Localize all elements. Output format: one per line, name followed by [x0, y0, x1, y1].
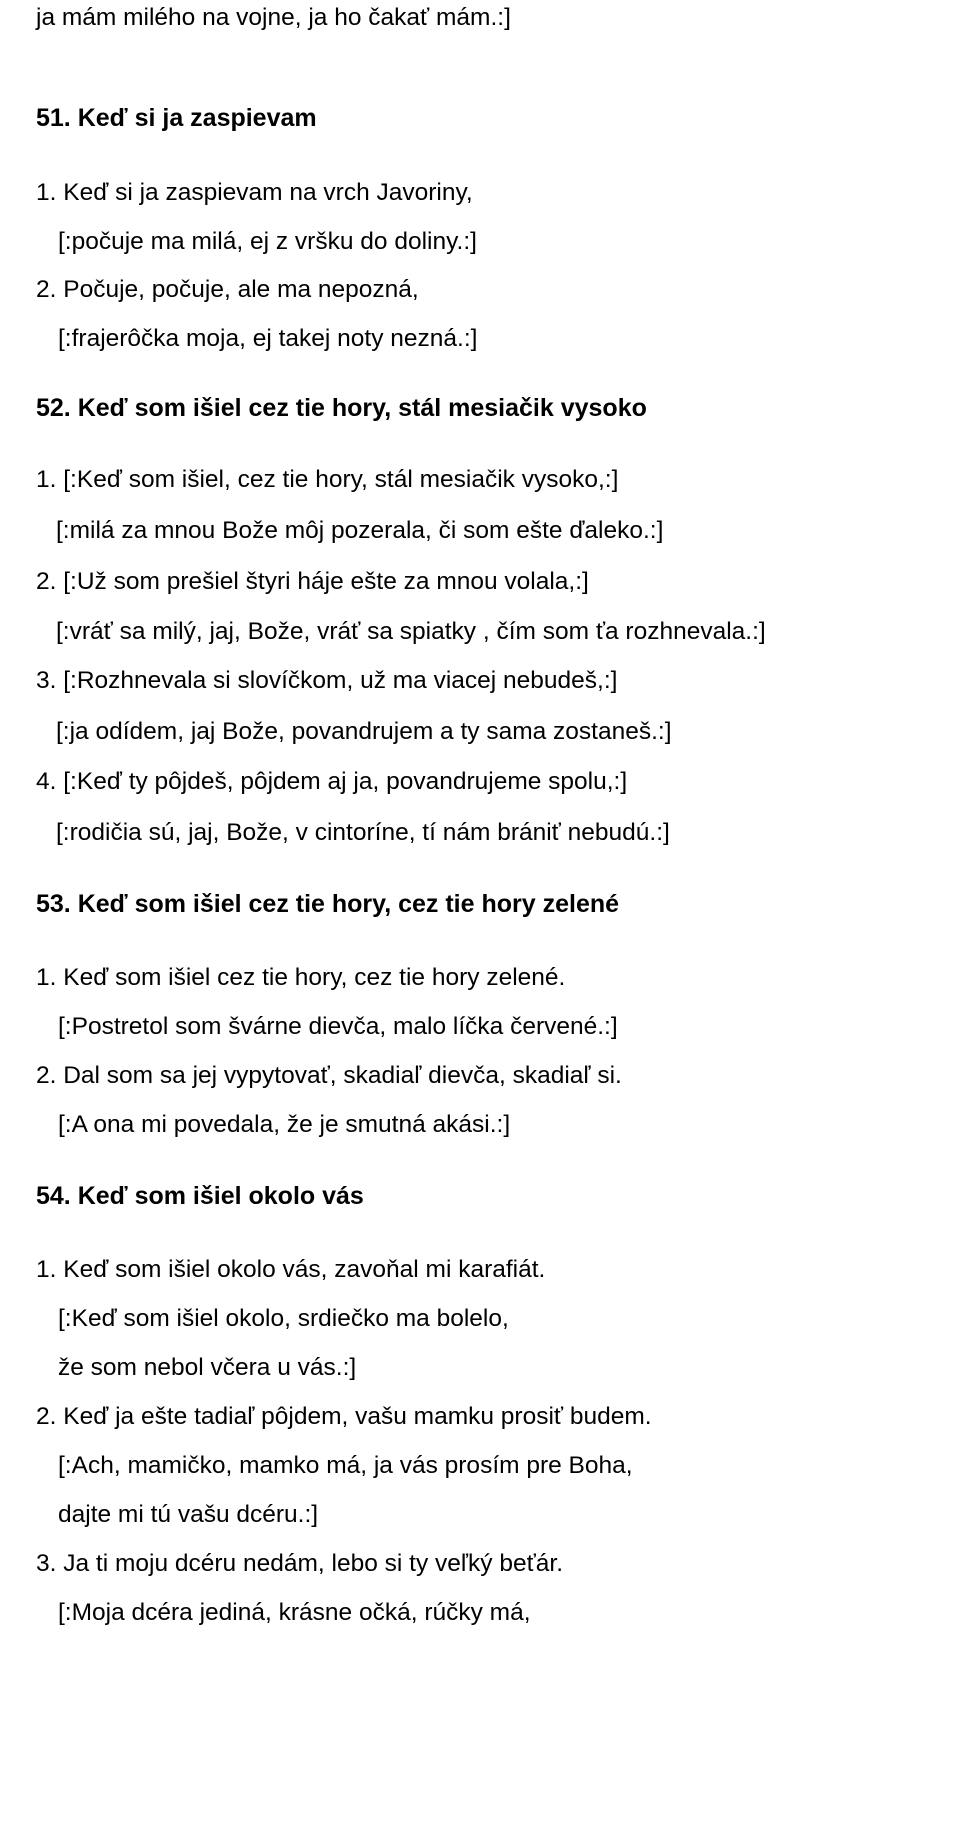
verse-line: [:frajerôčka moja, ej takej noty nezná.:] — [58, 325, 478, 352]
verse-line: 1. Keď som išiel okolo vás, zavoňal mi karafiát. — [36, 1256, 546, 1283]
verse-line: ja mám milého na vojne, ja ho čakať mám.:] — [36, 4, 511, 31]
verse-line: 1. [:Keď som išiel, cez tie hory, stál mesiačik vysoko,:] — [36, 466, 619, 493]
verse-line: [:milá za mnou Bože môj pozerala, či som ešte ďaleko.:] — [56, 517, 664, 544]
verse-line: [:Moja dcéra jediná, krásne očká, rúčky má, — [58, 1599, 531, 1626]
verse-line: [:ja odídem, jaj Bože, povandrujem a ty sama zostaneš.:] — [56, 718, 672, 745]
song-title-54: 54. Keď som išiel okolo vás — [36, 1182, 364, 1210]
verse-line: [:počuje ma milá, ej z vršku do doliny.:] — [58, 228, 477, 255]
verse-line: 1. Keď som išiel cez tie hory, cez tie hory zelené. — [36, 964, 566, 991]
verse-line: [:Postretol som švárne dievča, malo líčka červené.:] — [58, 1013, 618, 1040]
verse-line: 2. Počuje, počuje, ale ma nepozná, — [36, 276, 419, 303]
verse-line: 1. Keď si ja zaspievam na vrch Javoriny, — [36, 179, 473, 206]
song-title-51: 51. Keď si ja zaspievam — [36, 104, 317, 132]
verse-line: 4. [:Keď ty pôjdeš, pôjdem aj ja, povandrujeme spolu,:] — [36, 768, 628, 795]
verse-line: 2. Keď ja ešte tadiaľ pôjdem, vašu mamku prosiť budem. — [36, 1403, 652, 1430]
verse-line: [:A ona mi povedala, že je smutná akási.:] — [58, 1111, 511, 1138]
verse-line: dajte mi tú vašu dcéru.:] — [58, 1501, 319, 1528]
verse-line: že som nebol včera u vás.:] — [58, 1354, 357, 1381]
verse-line: [:vráť sa milý, jaj, Bože, vráť sa spiatky , čím som ťa rozhnevala.:] — [56, 618, 766, 645]
verse-line: 2. Dal som sa jej vypytovať, skadiaľ dievča, skadiaľ si. — [36, 1062, 622, 1089]
song-title-53: 53. Keď som išiel cez tie hory, cez tie hory zelené — [36, 890, 620, 918]
verse-line: [:Keď som išiel okolo, srdiečko ma bolelo, — [58, 1305, 509, 1332]
verse-line: 2. [:Už som prešiel štyri háje ešte za mnou volala,:] — [36, 568, 589, 595]
verse-line: [:Ach, mamičko, mamko má, ja vás prosím pre Boha, — [58, 1452, 633, 1479]
verse-line: 3. [:Rozhnevala si slovíčkom, už ma viacej nebudeš,:] — [36, 667, 618, 694]
verse-line: 3. Ja ti moju dcéru nedám, lebo si ty veľký beťár. — [36, 1550, 564, 1577]
verse-line: [:rodičia sú, jaj, Bože, v cintoríne, tí nám brániť nebudú.:] — [56, 819, 670, 846]
song-title-52: 52. Keď som išiel cez tie hory, stál mesiačik vysoko — [36, 394, 647, 422]
